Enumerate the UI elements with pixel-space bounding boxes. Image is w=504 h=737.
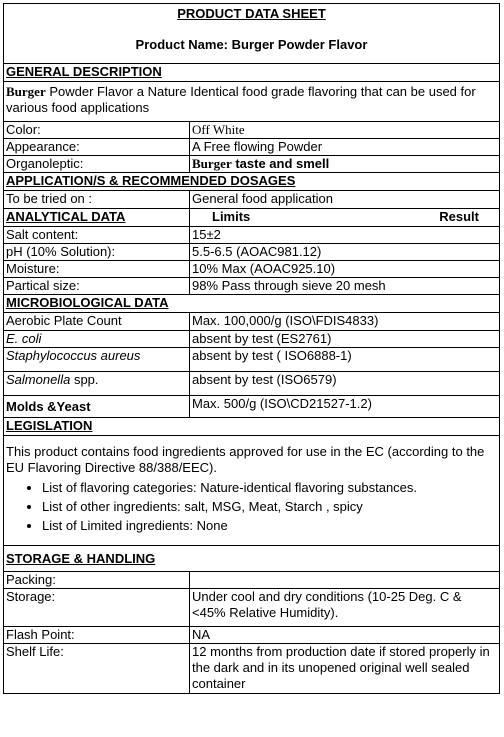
organoleptic-text: taste and smell — [231, 156, 330, 171]
product-data-sheet — [3, 3, 500, 694]
analytical-value: 98% Pass through sieve 20 mesh — [190, 278, 500, 295]
list-item: • List of Limited ingredients: None — [42, 516, 497, 535]
prop-label: Appearance: — [4, 139, 190, 156]
prop-label: Organoleptic: — [4, 156, 190, 173]
storage-value: Under cool and dry conditions (10-25 Deg. C & <45% Relative Humidity). — [190, 589, 500, 627]
analytical-value: 10% Max (AOAC925.10) — [190, 261, 500, 278]
limits-header: Limits — [212, 209, 251, 224]
storage-value: 12 months from production date if stored properly in the dark and in its unopened original well sealed container — [190, 644, 500, 694]
list-item: • List of other ingredients: salt, MSG, Meat, Starch , spicy — [42, 497, 497, 516]
storage-heading: STORAGE & HANDLING — [4, 546, 500, 572]
sheet-title: PRODUCT DATA SHEET — [177, 6, 326, 21]
applications-heading: APPLICATION/S & RECOMMENDED DOSAGES — [4, 173, 500, 191]
spp-text: spp. — [70, 372, 99, 387]
analytical-label: pH (10% Solution): — [4, 244, 190, 261]
general-description-heading: GENERAL DESCRIPTION — [4, 64, 500, 82]
list-item: • List of flavoring categories: Nature-identical flavoring substances. — [42, 478, 497, 497]
micro-label: E. coli — [4, 331, 190, 348]
legislation-heading: LEGISLATION — [4, 418, 500, 436]
micro-value: absent by test (ES2761) — [190, 331, 500, 348]
header-cell — [4, 4, 500, 64]
organoleptic-product-word: Burger — [192, 156, 232, 171]
analytical-heading: ANALYTICAL DATA — [4, 209, 190, 227]
storage-label: Storage: — [4, 589, 190, 627]
product-name: Product Name: Burger Powder Flavor — [135, 37, 368, 52]
description-product-word: Burger — [6, 84, 46, 99]
micro-value: Max. 500/g (ISO\CD21527-1.2) — [190, 396, 500, 418]
applications-label: To be tried on : — [4, 191, 190, 209]
storage-label: Shelf Life: — [4, 644, 190, 694]
legislation-body — [4, 436, 500, 546]
legislation-text: This product contains food ingredients approved for use in the EC (according to the EU Flavoring Directive 88/388/EEC). — [6, 444, 485, 475]
prop-value — [190, 156, 500, 173]
microbiological-heading: MICROBIOLOGICAL DATA — [4, 295, 500, 313]
micro-label: Aerobic Plate Count — [4, 313, 190, 331]
prop-value: A Free flowing Powder — [190, 139, 500, 156]
analytical-label: Salt content: — [4, 227, 190, 244]
analytical-label: Partical size: — [4, 278, 190, 295]
storage-value — [190, 572, 500, 589]
storage-label: Packing: — [4, 572, 190, 589]
micro-label: Molds &Yeast — [4, 396, 190, 418]
analytical-value: 15±2 — [190, 227, 500, 244]
general-description — [4, 82, 500, 122]
prop-value: Off White — [190, 122, 500, 139]
storage-label: Flash Point: — [4, 627, 190, 644]
applications-value: General food application — [190, 191, 500, 209]
prop-label: Color: — [4, 122, 190, 139]
micro-value: absent by test ( ISO6888-1) — [190, 348, 500, 372]
micro-value: absent by test (ISO6579) — [190, 372, 500, 396]
description-text: Powder Flavor a Nature Identical food grade flavoring that can be used for various food applications — [6, 84, 476, 115]
micro-label — [4, 372, 190, 396]
analytical-label: Moisture: — [4, 261, 190, 278]
analytical-value: 5.5-6.5 (AOAC981.12) — [190, 244, 500, 261]
micro-value: Max. 100,000/g (ISO\FDIS4833) — [190, 313, 500, 331]
legislation-list — [6, 478, 497, 535]
result-header: Result — [439, 209, 479, 224]
salmonella-text: Salmonella — [6, 372, 71, 387]
storage-value: NA — [190, 627, 500, 644]
analytical-header-cell — [190, 209, 500, 227]
micro-label: Staphylococcus aureus — [4, 348, 190, 372]
